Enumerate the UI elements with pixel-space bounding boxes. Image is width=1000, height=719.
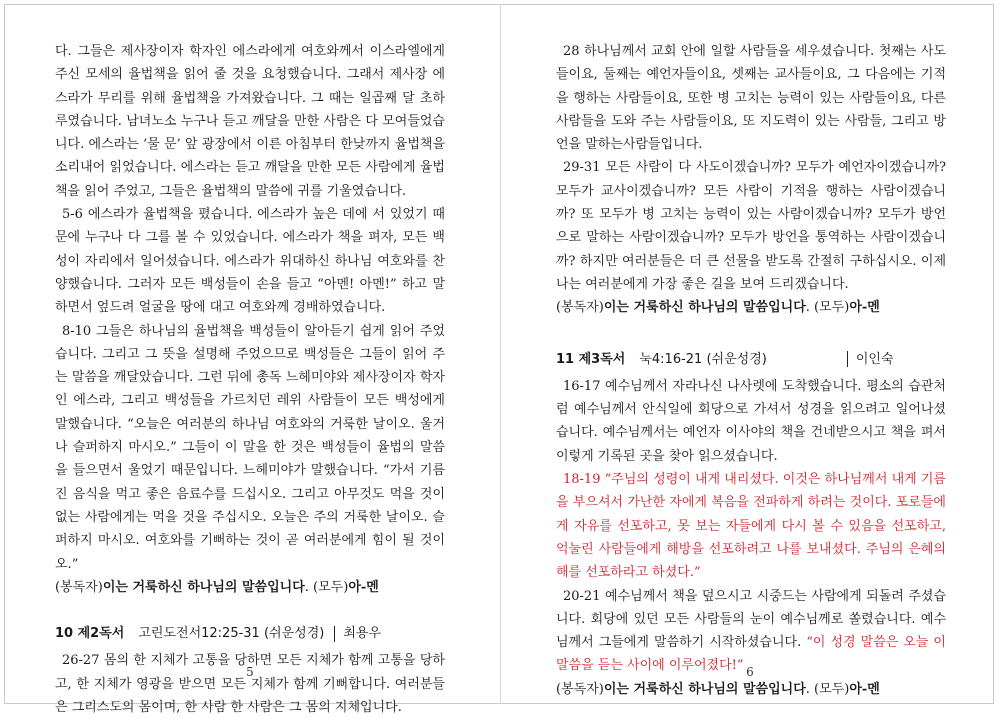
amen-text: 아-멘 <box>348 579 379 595</box>
page-number-right: 6 <box>746 665 754 679</box>
left-response-line: (봉독자)이는 거룩하신 하나님의 말씀입니다. (모두)아-멘 <box>55 579 379 595</box>
reader-label: (봉독자) <box>55 579 103 595</box>
reading-number: 10 제2독서 <box>55 626 125 642</box>
right-paragraph-4-quote: 18-19 “주님의 성령이 내게 내리셨다. 이것은 하나님께서 내게 기름을 부으셔서 가난한 자에게 복음을 전파하게 하려는 것이다. 포로들에게 자유를 선포하고, 못 보는 자들에게 다시 볼 수 있음을 선포하고, 억눌린 사람들에게 해방을 선포하려고 나를 보내셨다. 주님의 은혜의 해를 선포하라고 하셨다.” <box>556 472 946 581</box>
left-paragraph-2: 5-6 에스라가 율법책을 폈습니다. 에스라가 높은 데에 서 있었기 때문에 누구나 다 그를 볼 수 있었습니다. 에스라가 책을 펴자, 모든 백성이 자리에서 일어섰습니다. 에스라가 위대하신 하나님 여호와를 찬양했습니다. 그러자 모든 백성들이 손을 들고 “아멘! 아멘!” 하고 말하면서 엎드려 얼굴을 땅에 대고 여호와께 경배하였습니다. <box>55 207 445 316</box>
reader-name: 최용우 <box>343 626 382 642</box>
right-paragraph-2: 29-31 모든 사람이 다 사도이겠습니까? 모두가 예언자이겠습니까? 모두가 교사이겠습니까? 모든 사람이 기적을 행하는 사람이겠습니까? 또 모두가 병 고치는 능력이 있는 사람이겠습니까? 모두가 방언으로 말하는 사람이겠습니까? 모두가 방언을 통역하는 사람이겠습니까? 하지만 여러분들은 더 큰 선물을 받도록 간절히 구하십시오. 이제 나는 여러분에게 가장 좋은 길을 보여 드리겠습니다. <box>556 160 946 292</box>
fulfilled-quote: “이 성경 말씀은 오늘 이 말씀을 듣는 사이에 이루어졌다!” <box>556 635 946 674</box>
left-page <box>55 40 445 719</box>
left-paragraph-3: 8-10 그들은 하나님의 율법책을 백성들이 알아듣기 쉽게 읽어 주었습니다. 그리고 그 뜻을 설명해 주었으므로 백성들은 그들이 읽어 주는 말씀을 깨달았습니다. 그런 뒤에 총독 느헤미야와 제사장이자 학자인 에스라, 그리고 백성들을 가르치던 레위 사람들이 모든 백성에게 말했습니다. “오늘은 여러분의 하나님 여호와의 거룩한 날이오. 울거나 슬퍼하지 마시오.” 그들이 이 말을 한 것은 백성들이 율법의 말씀을 들으면서 울었기 때문입니다. 느헤미야가 말했습니다. “가서 기름진 음식을 먹고 좋은 음료수를 드십시오. 그리고 아무것도 먹을 것이 없는 사람에게는 먹을 것을 주십시오. 오늘은 주의 거룩한 날이오. 슬퍼하지 마시오. 여호와를 기뻐하는 것이 곧 여러분에게 힘이 될 것이오.” <box>55 323 445 572</box>
left-paragraph-4: 26-27 몸의 한 지체가 고통을 당하면 모든 지체가 함께 고통을 당하고, 한 지체가 영광을 받으면 모든 지체가 함께 기뻐합니다. 여러분들은 그리스도의 몸이며, 한 사람 한 사람은 그 몸의 지체입니다. <box>55 653 445 716</box>
reading-heading-10 <box>55 622 445 645</box>
reading-number: 11 제3독서 <box>556 351 626 367</box>
response-bold-text: 이는 거룩하신 하나님의 말씀입니다 <box>603 300 806 316</box>
response-bold-text: 이는 거룩하신 하나님의 말씀입니다 <box>603 681 806 697</box>
scripture-reference: 고린도전서12:25-31 (쉬운성경) <box>138 626 325 642</box>
reader-label: (봉독자) <box>556 681 604 697</box>
reader-name: 이인숙 <box>855 351 894 367</box>
right-response-line: (봉독자)이는 거룩하신 하나님의 말씀입니다. (모두)아-멘 <box>556 300 880 316</box>
page-fold-divider <box>500 4 501 704</box>
amen-text: 아-멘 <box>849 681 880 697</box>
page-number-left: 5 <box>246 665 254 679</box>
reader-label: (봉독자) <box>556 300 604 316</box>
right-paragraph-3: 16-17 예수님께서 자라나신 나사렛에 도착했습니다. 평소의 습관처럼 예수님께서 안식일에 회당으로 가셔서 성경을 읽으려고 일어나셨습니다. 예수님께서는 예언자 이사야의 책을 건네받으시고 책을 펴서 이렇게 기록된 곳을 찾아 읽으셨습니다. <box>556 378 946 464</box>
separator-bar <box>847 351 848 367</box>
separator-bar <box>334 626 335 642</box>
right-paragraph-1: 28 하나님께서 교회 안에 일할 사람들을 세우셨습니다. 첫째는 사도들이요, 둘째는 예언자들이요, 셋째는 교사들이요, 그 다음에는 기적을 행하는 사람들이요, 또한 병 고치는 능력이 있는 사람들이요, 다른 사람들을 도와 주는 사람들이요, 또 지도력이 있는 사람들, 그리고 방언을 말하는사람들입니다. <box>556 44 946 153</box>
all-label: (모두) <box>809 300 850 316</box>
scripture-reference: 눅4:16-21 (쉬운성경) <box>639 351 767 367</box>
all-label: (모두) <box>809 681 850 697</box>
right-paragraph-5: 20-21 예수님께서 책을 덮으시고 시중드는 사람에게 되돌려 주셨습니다. 회당에 있던 모든 사람들의 눈이 예수님께로 쏠렸습니다. 예수님께서 그들에게 말씀하기 시작하셨습니다. “이 성경 말씀은 오늘 이 말씀을 듣는 사이에 이루어졌다!” <box>556 588 946 674</box>
amen-text: 아-멘 <box>849 300 880 316</box>
left-paragraph-1: 다. 그들은 제사장이자 학자인 에스라에게 여호와께서 이스라엘에게 주신 모세의 율법책을 읽어 줄 것을 요청했습니다. 그래서 제사장 에스라가 무리를 위해 율법책을 가져왔습니다. 그 때는 일곱째 달 초하루였습니다. 남녀노소 누구나 듣고 깨달을 만한 사람은 다 모여들었습니다. 에스라는 ‘물 문’ 앞 광장에서 이른 아침부터 한낮까지 율법책을 소리내어 읽었습니다. 에스라는 듣고 깨달을 만한 모든 사람에게 율법책을 읽어 주었고, 그들은 율법책의 말씀에 귀를 기울였습니다. <box>55 44 445 199</box>
all-label: (모두) <box>308 579 349 595</box>
response-bold-text: 이는 거룩하신 하나님의 말씀입니다 <box>102 579 305 595</box>
right-page <box>556 40 946 701</box>
right-response-line-2: (봉독자)이는 거룩하신 하나님의 말씀입니다. (모두)아-멘 <box>556 681 880 697</box>
reading-heading-11 <box>556 348 946 371</box>
